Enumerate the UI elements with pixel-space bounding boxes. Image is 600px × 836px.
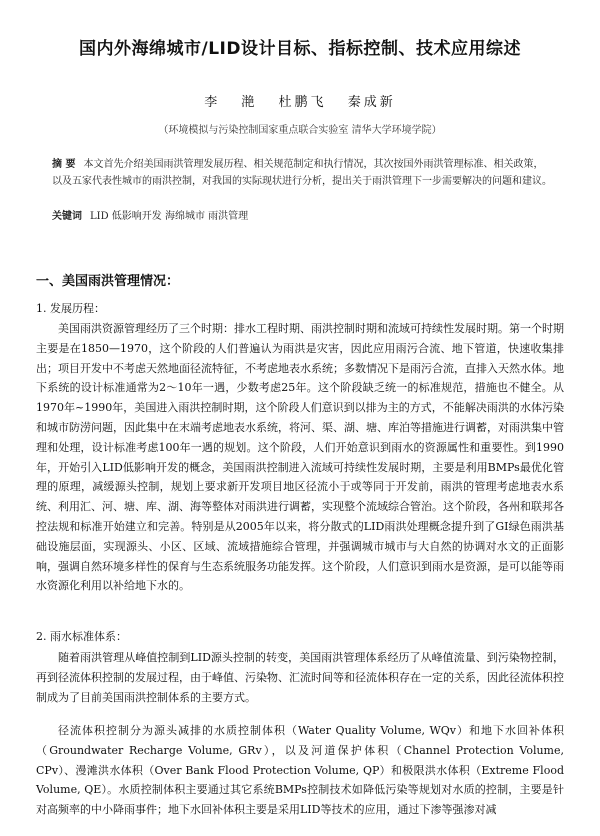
subsection-heading-standards: 2. 雨水标准体系： xyxy=(36,630,127,643)
affiliation: （环境模拟与污染控制国家重点联合实验室 清华大学环境学院） xyxy=(158,125,442,136)
keywords-text: LID 低影响开发 海绵城市 雨洪管理 xyxy=(90,211,249,222)
keywords-label: 关键词 xyxy=(52,211,82,222)
paragraph-standards-intro: 随着雨洪管理从峰值控制到LID源头控制的转变，美国雨洪管理体系经历了从峰值流量、到污染物控制，再到径流体积控制的发展过程，由于峰值、污染物、汇流时间等和径流体积存在一定的关系，因此径流体积控制成为了目前美国雨洪控制体系的主要方式。 xyxy=(36,651,564,704)
author-list: 李 滟 杜鹏飞 秦成新 xyxy=(204,95,396,110)
keywords-block xyxy=(52,207,552,222)
section-heading: 一、美国雨洪管理情况： xyxy=(36,274,180,289)
paper-title: 国内外海绵城市/LID设计目标、指标控制、技术应用综述 xyxy=(79,39,521,59)
paragraph-volume-control: 径流体积控制分为源头减排的水质控制体积（Water Quality Volume, WQv）和地下水回补体积（Groundwater Recharge Volume, GRv），以及河道保护体积（Channel Protection Volume, CPv）、漫滩洪水体积（Over Bank Flood Protection Volume, QP）和极限洪水体积（Extreme Flood Volume, QE）。水质控制体积主要通过其它系统BMPs控制技术如降低污染等规划对水质的控制，主要是针对高频率的中小降雨事件；地下水回补体积主要是采用LID等技术的应用，通过下渗等强渗对减 xyxy=(36,724,564,817)
paragraph-history: 美国雨洪资源管理经历了三个时期：排水工程时期、雨洪控制时期和流域可持续性发展时期。第一个时期主要是在1850—1970，这个阶段的人们普遍认为雨洪是灾害，因此应用雨污合流、地下管道，快速收集排出；项目开发中不考虑天然地面径流特征，不考虑地表水系统；多数情况下是雨污合流，直排入天然水体。地下系统的设计标准通常为2～10年一遇，少数考虑25年。这个阶段缺乏统一的标准规范，措施也不健全。从1970年~1990年，美国进入雨洪控制时期，这个阶段人们意识到以排为主的方式，不能解决雨洪的水体污染和城市防涝问题，因此集中在末端考虑地表水系统，将河、渠、湖、塘、库泊等措施进行调蓄，对雨洪集中管理和处理，设计标准考虑100年一遇的规划。这个阶段，人们开始意识到雨水的资源属性和重要性。到1990年，开始引入LID低影响开发的概念，美国雨洪控制进入流域可持续性发展时期，主要是利用BMPs最优化管理的原理，减缓源头控制，规划上要求新开发项目地区径流小于或等同于开发前，雨洪的管理考虑地表水系统、利用汇、河、塘、库、湖、海等整体对雨洪进行调蓄，实现整个流域综合管治。这个阶段，各州和联邦各控法规和标准开始建立和完善。特别是从2005年以来，将分散式的LID雨洪处理概念提升到了GI绿色雨洪基础设施层面，实现源头、小区、区域、流域措施综合管理，并强调城市城市与大自然的协调对水文的正面影响，强调自然环境多样性的保育与生态系统服务功能发挥。这个阶段，人们意识到雨水是资源，是可以能等雨水资源化利用以补给地下水的。 xyxy=(36,322,564,593)
abstract-text: 本文首先介绍美国雨洪管理发展历程、相关规范制定和执行情况，其次按国外雨洪管理标准、相关政策，以及五家代表性城市的雨洪控制，对我国的实际现状进行分析，提出关于雨洪管理下一步需要解决的问题和建议。 xyxy=(52,159,552,187)
abstract-label: 摘 要 xyxy=(52,159,76,170)
subsection-heading-history: 1. 发展历程： xyxy=(36,302,105,315)
abstract-block xyxy=(52,156,552,190)
